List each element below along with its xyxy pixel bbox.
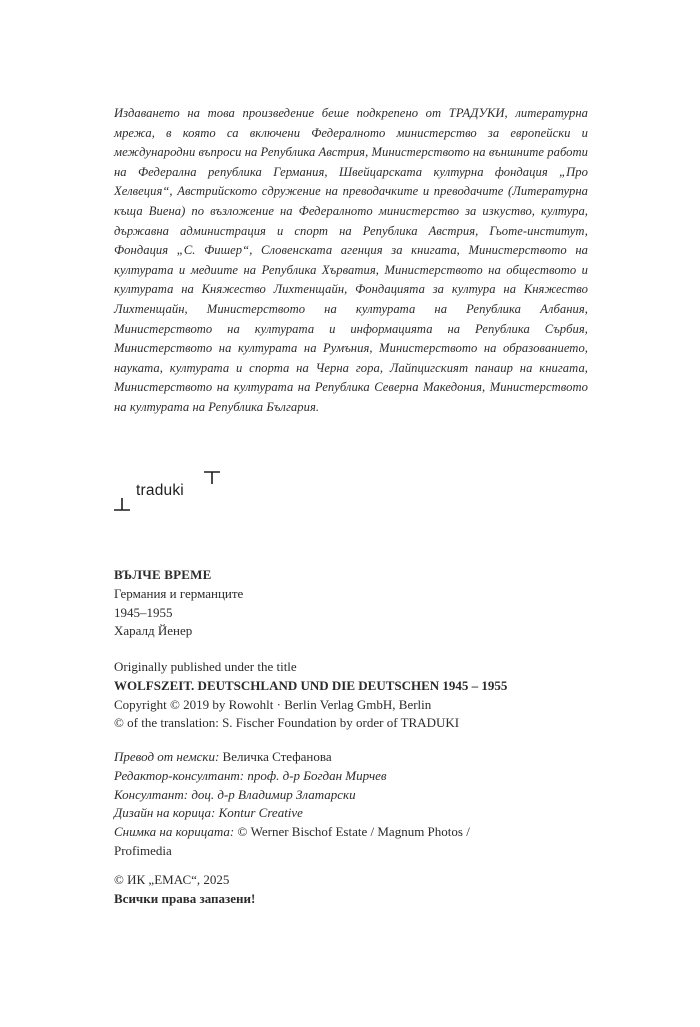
credit-cover-design bbox=[114, 804, 594, 823]
publisher-copyright: © ИК „ЕМАС“, 2025 bbox=[114, 872, 230, 887]
credit-cover-photo-label: Снимка на корицата: bbox=[114, 824, 235, 840]
book-info bbox=[114, 566, 594, 641]
rights bbox=[114, 871, 594, 909]
credit-cover-design-value: Kontur Creative bbox=[215, 805, 303, 821]
credit-cover-photo-line2: Profimedia bbox=[114, 842, 172, 858]
credit-cover-photo-value: © Werner Bischof Estate / Magnum Photos / bbox=[234, 824, 470, 840]
original-intro: Originally published under the title bbox=[114, 659, 297, 674]
credit-consultant-value: доц. д-р Владимир Златарски bbox=[188, 786, 356, 802]
credit-consultant bbox=[114, 786, 594, 805]
traduki-logo bbox=[112, 466, 232, 516]
credit-cover-photo bbox=[114, 823, 594, 842]
credit-translator-label: Превод от немски: bbox=[114, 749, 220, 764]
support-paragraph: Издаването на това произведение беше подкрепено от ТРАДУКИ, литературна мрежа, в която са включени Федералното министерство за европейски и международни въпроси на Република Австрия, Министерството на външните работи на Федерална република Германия, Швейцарската културна фондация „Про Хелвеция“, Австрийското сдружение на преводачките и преводачите (Литературна къща Виена) по възложение на Федералното министерство за изкуство, култура, държавна администрация и спорт на Република Австрия, Гьоте-институт, Фондация „С. Фишер“, Словенската агенция за книгата, Министерството на културата и медиите на Република Хърватия, Министерството на обществото и културата на Княжество Лихтенщайн, Фондацията за култура на Княжество Лихтенщайн, Министерството на културата на Република Албания, Министерството на културата и информацията на Република Сърбия, Министерството на културата на Румъния, Министерството на образованието, науката, културата и спорта на Черна гора, Лайпцигският панаир на книгата, Министерството на културата на Република Северна Македония, Министерството на културата на Република България. bbox=[114, 106, 588, 414]
translation-copyright: © of the translation: S. Fischer Foundation by order of TRADUKI bbox=[114, 715, 460, 731]
credits bbox=[114, 748, 594, 861]
credit-editor-label: Редактор-консултант: bbox=[114, 767, 245, 783]
traduki-wordmark: traduki bbox=[136, 482, 184, 499]
book-subtitle: Германия и германците bbox=[114, 585, 244, 601]
all-rights-reserved: Всички права запазени! bbox=[114, 890, 256, 906]
credit-consultant-label: Консултант: bbox=[114, 786, 189, 802]
book-title: ВЪЛЧЕ ВРЕМЕ bbox=[114, 567, 212, 582]
original-title: WOLFSZEIT. DEUTSCHLAND UND DIE DEUTSCHEN 1945 – 1955 bbox=[114, 677, 508, 693]
credit-editor bbox=[114, 767, 594, 786]
credit-translator bbox=[114, 748, 594, 767]
original-copyright: Copyright © 2019 by Rowohlt · Berlin Verlag GmbH, Berlin bbox=[114, 696, 432, 712]
book-years: 1945–1955 bbox=[114, 604, 173, 620]
book-author: Харалд Йенер bbox=[114, 623, 193, 639]
credit-editor-value: проф. д-р Богдан Мирчев bbox=[244, 767, 387, 783]
credit-cover-design-label: Дизайн на корица: bbox=[114, 805, 216, 821]
original-publication bbox=[114, 658, 594, 733]
credit-translator-value: Величка Стефанова bbox=[219, 749, 332, 764]
